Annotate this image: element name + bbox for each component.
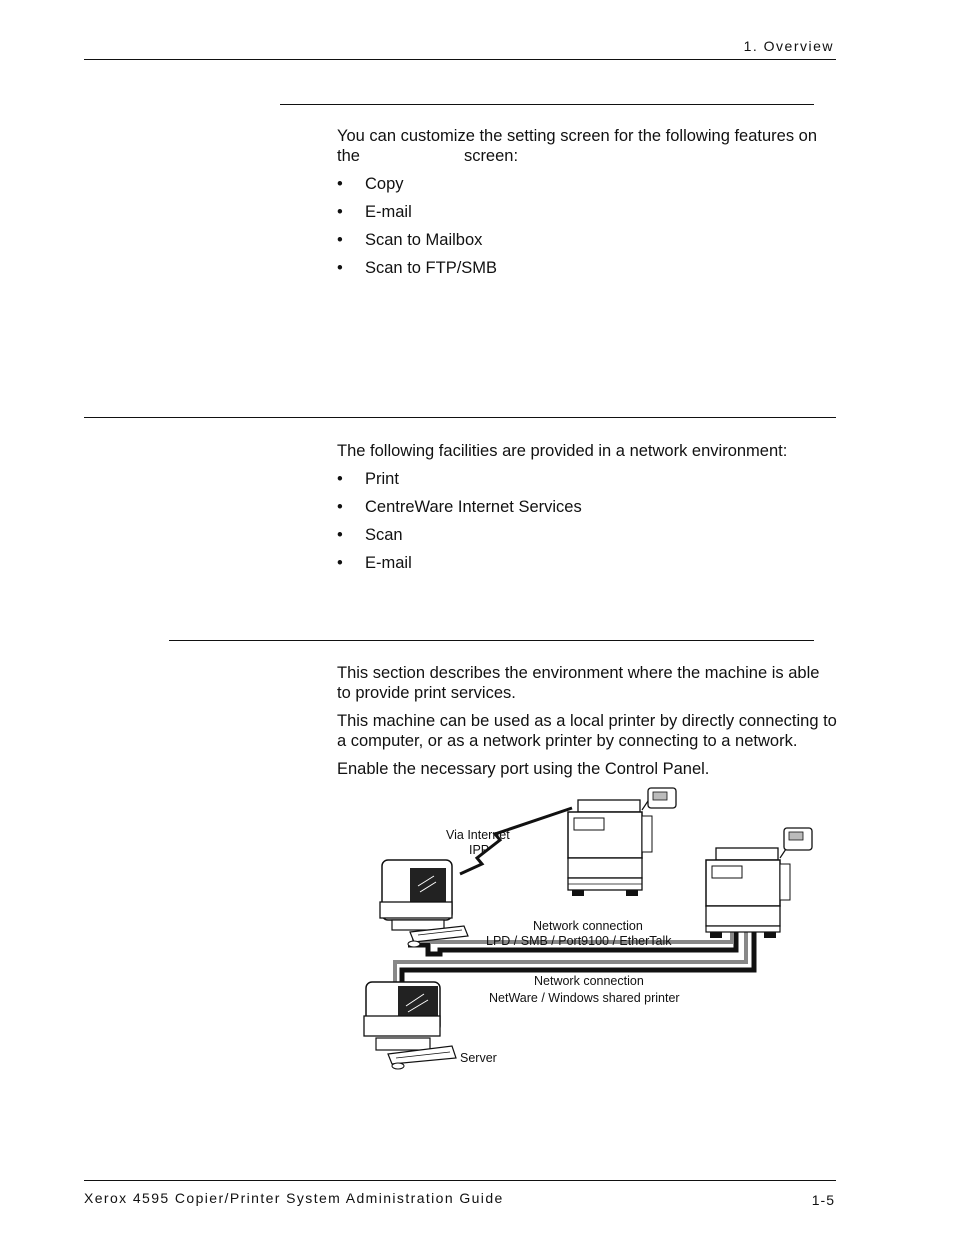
server-label: Server bbox=[460, 1051, 497, 1065]
section2-list bbox=[337, 469, 817, 581]
list-item: • Print bbox=[337, 470, 399, 488]
network-connection-2-protocols: NetWare / Windows shared printer bbox=[489, 991, 680, 1005]
via-internet-label: Via Internet bbox=[446, 828, 510, 842]
list-item: • E-mail bbox=[337, 203, 412, 221]
section1-list bbox=[337, 174, 817, 286]
ipp-label: IPP bbox=[469, 843, 490, 857]
section3-rule bbox=[169, 640, 814, 641]
network-connection-1-protocols: LPD / SMB / Port9100 / EtherTalk bbox=[486, 934, 672, 948]
section1-rule bbox=[280, 104, 814, 105]
network-connection-2-label: Network connection bbox=[534, 974, 644, 988]
list-item: • E-mail bbox=[337, 554, 412, 572]
section3-paragraph-1: This section describes the environment where the machine is able to provide print services. bbox=[337, 664, 820, 702]
section3-body bbox=[337, 663, 837, 787]
running-header: 1. Overview bbox=[743, 38, 834, 54]
section3-paragraph-3: Enable the necessary port using the Control Panel. bbox=[337, 760, 710, 778]
section2-intro: The following facilities are provided in a network environment: bbox=[337, 442, 788, 460]
server-workstation bbox=[364, 982, 456, 1069]
section1-intro-part1: You can customize the setting screen for the following features on the bbox=[337, 127, 818, 165]
network-diagram bbox=[340, 782, 820, 1072]
footer-title: Xerox 4595 Copier/Printer System Administration Guide bbox=[84, 1190, 504, 1206]
footer-rule bbox=[84, 1180, 836, 1181]
list-item: • Scan to FTP/SMB bbox=[337, 259, 498, 277]
section2-rule bbox=[84, 417, 836, 418]
section3-paragraph-2: This machine can be used as a local printer by directly connecting to a computer, or as a network printer by connecting to a network. bbox=[337, 712, 837, 750]
printer-top bbox=[568, 788, 676, 896]
workstation-top bbox=[380, 860, 468, 947]
section1-intro-part2: screen: bbox=[463, 147, 519, 165]
printer-right bbox=[706, 828, 812, 938]
section1-intro bbox=[337, 126, 837, 166]
network-connection-1-label: Network connection bbox=[533, 919, 643, 933]
list-item: • CentreWare Internet Services bbox=[337, 498, 582, 516]
list-item: • Copy bbox=[337, 175, 404, 193]
list-item: • Scan bbox=[337, 526, 403, 544]
page-number: 1-5 bbox=[811, 1192, 835, 1208]
header-rule bbox=[84, 59, 836, 60]
list-item: • Scan to Mailbox bbox=[337, 231, 483, 249]
